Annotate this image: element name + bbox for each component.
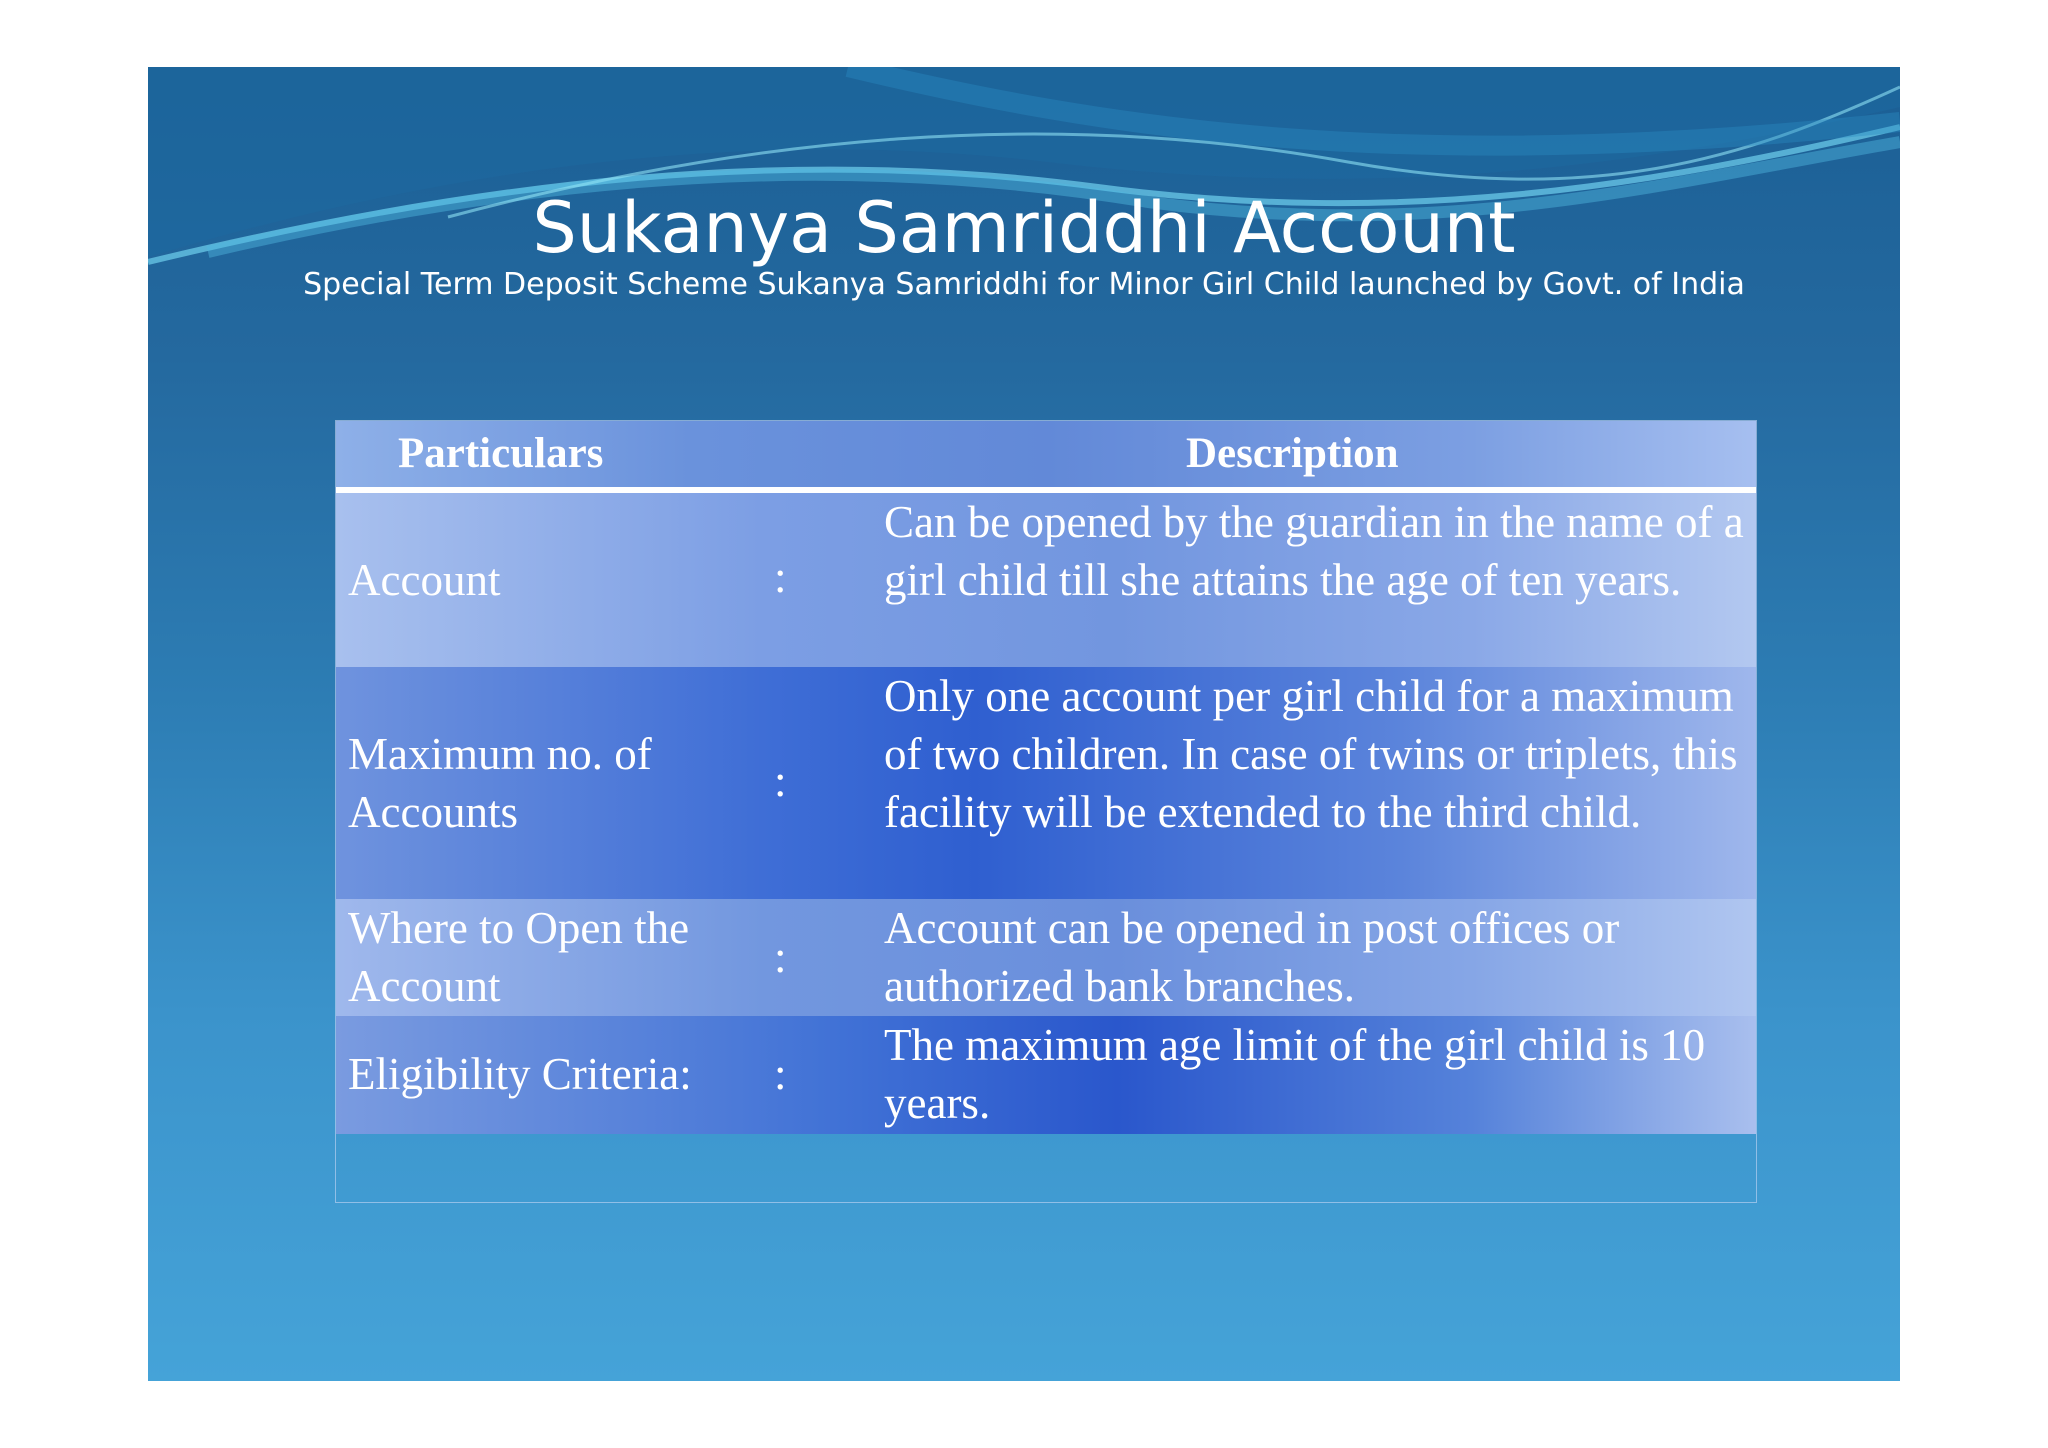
row-description: Account can be opened in post offices or authorized bank branches.	[884, 903, 1620, 1011]
row-description: Can be opened by the guardian in the name of a girl child till she attains the age of ten years.	[884, 497, 1744, 605]
table-header	[336, 421, 1756, 493]
row-separator: :	[774, 1049, 787, 1099]
header-description: Description	[1186, 430, 1399, 477]
table-row	[336, 667, 1756, 899]
table-row	[336, 1016, 1756, 1134]
row-separator: :	[774, 932, 787, 982]
page-subtitle: Special Term Deposit Scheme Sukanya Samriddhi for Minor Girl Child launched by Govt. of India	[303, 267, 1745, 302]
slide	[148, 67, 1900, 1381]
row-label: Maximum no. of Accounts	[348, 729, 652, 837]
row-separator: :	[774, 552, 787, 602]
page-title: Sukanya Samriddhi Account	[532, 187, 1516, 269]
row-separator: :	[774, 756, 787, 806]
table-row	[336, 493, 1756, 667]
table-row	[336, 899, 1756, 1016]
row-description: The maximum age limit of the girl child is 10 years.	[884, 1020, 1706, 1128]
row-label: Account	[348, 555, 501, 605]
info-table	[335, 420, 1757, 1203]
row-label: Eligibility Criteria:	[348, 1049, 692, 1099]
row-description: Only one account per girl child for a maximum of two children. In case of twins or triplets, this facility will be extended to the third child.	[884, 671, 1738, 837]
header-particulars: Particulars	[398, 430, 604, 477]
row-label: Where to Open the Account	[348, 903, 690, 1011]
